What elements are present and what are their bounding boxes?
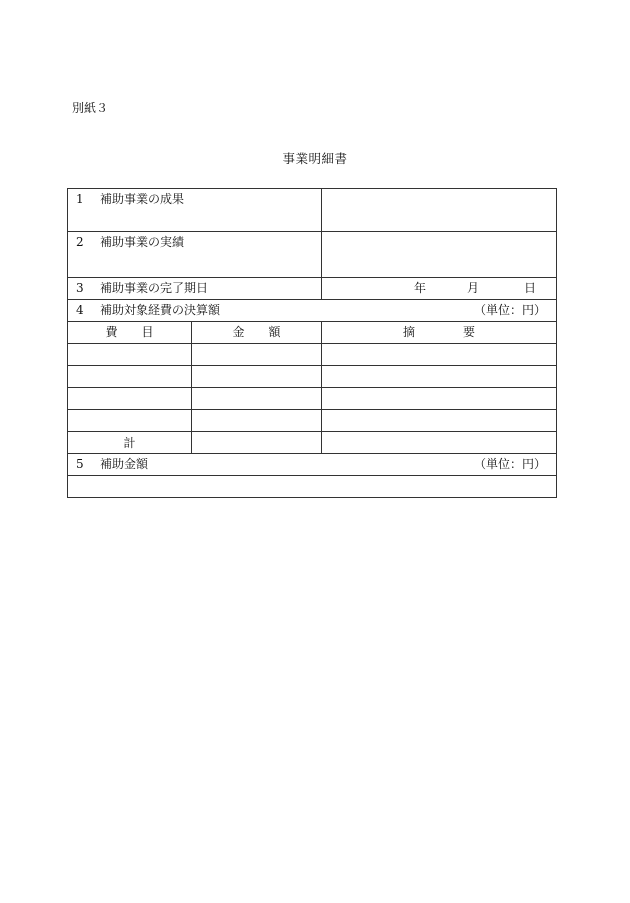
row-subsidy-heading xyxy=(68,454,557,476)
completion-date-field[interactable] xyxy=(322,278,557,300)
expense-total-row xyxy=(68,432,557,454)
outcome-label: 補助事業の成果 xyxy=(100,192,185,206)
header-amount: 金 額 xyxy=(192,322,322,344)
item-field[interactable] xyxy=(68,388,192,410)
completion-label-cell xyxy=(68,278,322,300)
results-label: 補助事業の実績 xyxy=(100,235,185,249)
outcome-label-cell xyxy=(68,189,322,232)
summary-field[interactable] xyxy=(322,366,557,388)
results-label-cell xyxy=(68,232,322,278)
amount-field[interactable] xyxy=(192,366,322,388)
row-outcome xyxy=(68,189,557,232)
section-number: 4 xyxy=(76,303,84,317)
summary-field[interactable] xyxy=(322,410,557,432)
subsidy-heading-cell xyxy=(68,454,557,476)
row-settlement-heading xyxy=(68,300,557,322)
section-number: 5 xyxy=(76,457,84,471)
item-field[interactable] xyxy=(68,410,192,432)
item-field[interactable] xyxy=(68,366,192,388)
amount-field[interactable] xyxy=(192,388,322,410)
total-summary-field[interactable] xyxy=(322,432,557,454)
outcome-field[interactable] xyxy=(322,189,557,232)
month-label: 月 xyxy=(467,281,480,295)
expense-row xyxy=(68,388,557,410)
attachment-label: 別紙３ xyxy=(72,101,109,115)
subsidy-label: 補助金額 xyxy=(100,457,149,471)
amount-field[interactable] xyxy=(192,410,322,432)
subsidy-amount-field[interactable] xyxy=(68,476,557,498)
header-summary: 摘 要 xyxy=(322,322,557,344)
unit-label: （単位：円） xyxy=(473,457,546,471)
results-field[interactable] xyxy=(322,232,557,278)
section-number: 3 xyxy=(76,281,84,295)
header-item: 費 目 xyxy=(68,322,192,344)
expense-row xyxy=(68,366,557,388)
unit-label: （単位：円） xyxy=(473,303,546,317)
section-number: 1 xyxy=(76,192,84,206)
document-title: 事業明細書 xyxy=(282,151,348,166)
item-field[interactable] xyxy=(68,344,192,366)
year-label: 年 xyxy=(414,281,427,295)
row-results xyxy=(68,232,557,278)
expense-header-row xyxy=(68,322,557,344)
completion-label: 補助事業の完了期日 xyxy=(100,281,209,295)
row-completion-date xyxy=(68,278,557,300)
section-number: 2 xyxy=(76,235,84,249)
expense-row xyxy=(68,410,557,432)
summary-field[interactable] xyxy=(322,388,557,410)
summary-field[interactable] xyxy=(322,344,557,366)
day-label: 日 xyxy=(524,281,537,295)
expense-row xyxy=(68,344,557,366)
amount-field[interactable] xyxy=(192,344,322,366)
settlement-label: 補助対象経費の決算額 xyxy=(100,303,221,317)
settlement-heading-cell xyxy=(68,300,557,322)
row-subsidy-amount xyxy=(68,476,557,498)
statement-form xyxy=(67,188,557,498)
total-label: 計 xyxy=(68,432,192,454)
total-amount-field[interactable] xyxy=(192,432,322,454)
